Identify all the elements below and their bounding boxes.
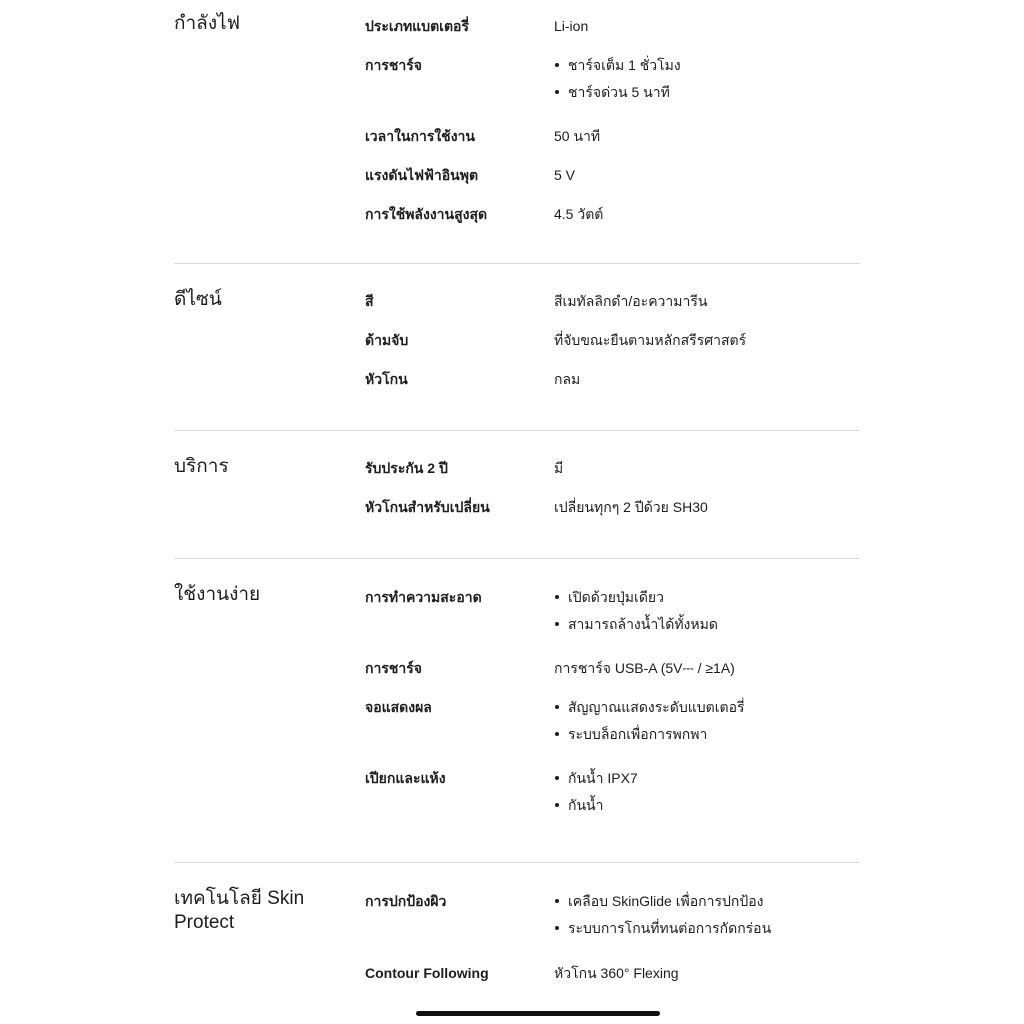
spec-value-handle: ที่จับขณะยืนตามหลักสรีรศาสตร์ xyxy=(554,332,747,348)
spec-label-wet-dry: เปียกและแห้ง xyxy=(365,770,446,786)
section-divider xyxy=(174,862,860,863)
spec-label-usage-time: เวลาในการใช้งาน xyxy=(365,128,475,144)
section-title-skin-protect: เทคโนโลยี Skin Protect xyxy=(174,888,305,933)
spec-label-max-power: การใช้พลังงานสูงสุด xyxy=(365,206,488,222)
spec-value-contour: หัวโกน 360° Flexing xyxy=(554,965,679,981)
bullet-list xyxy=(554,587,864,641)
spec-label-skin-protection: การปกป้องผิว xyxy=(365,893,447,909)
spec-label-color: สี xyxy=(365,293,374,309)
list-item: ชาร์จด่วน 5 นาที xyxy=(554,82,864,109)
spec-label-charging: การชาร์จ xyxy=(365,57,422,73)
list-item: เคลือบ SkinGlide เพื่อการปกป้อง xyxy=(554,891,864,918)
section-title-ease-of-use: ใช้งานง่าย xyxy=(174,584,261,605)
list-item: ระบบการโกนที่ทนต่อการกัดกร่อน xyxy=(554,918,864,945)
list-item: กันน้ำ xyxy=(554,795,864,822)
bullet-list xyxy=(554,891,864,945)
section-title-power: กำลังไฟ xyxy=(174,13,241,34)
spec-label-display: จอแสดงผล xyxy=(365,699,432,715)
spec-value-usage-time: 50 นาที xyxy=(554,128,601,144)
spec-value-display xyxy=(554,697,864,751)
list-item: สามารถล้างน้ำได้ทั้งหมด xyxy=(554,614,864,641)
section-title-design: ดีไซน์ xyxy=(174,289,222,310)
bullet-list xyxy=(554,697,864,751)
list-item: เปิดด้วยปุ่มเดียว xyxy=(554,587,864,614)
list-item: ระบบล็อกเพื่อการพกพา xyxy=(554,724,864,751)
spec-value-max-power: 4.5 วัตต์ xyxy=(554,206,604,222)
spec-label-warranty: รับประกัน 2 ปี xyxy=(365,460,448,476)
section-title-service: บริการ xyxy=(174,456,229,477)
spec-label-replacement-head: หัวโกนสำหรับเปลี่ยน xyxy=(365,499,490,515)
bullet-list xyxy=(554,55,864,109)
list-item: กันน้ำ IPX7 xyxy=(554,768,864,795)
spec-value-wet-dry xyxy=(554,768,864,822)
list-item: ชาร์จเต็ม 1 ชั่วโมง xyxy=(554,55,864,82)
spec-value-replacement-head: เปลี่ยนทุกๆ 2 ปีด้วย SH30 xyxy=(554,499,708,515)
spec-value-warranty: มี xyxy=(554,460,564,476)
spec-label-handle: ด้ามจับ xyxy=(365,332,409,348)
section-divider xyxy=(174,558,860,559)
list-item: สัญญาณแสดงระดับแบตเตอรี่ xyxy=(554,697,864,724)
section-divider xyxy=(174,430,860,431)
spec-value-battery-type: Li-ion xyxy=(554,18,589,34)
spec-label-battery-type: ประเภทแบตเตอรี่ xyxy=(365,18,469,34)
bullet-list xyxy=(554,768,864,822)
spec-label-input-voltage: แรงดันไฟฟ้าอินพุต xyxy=(365,167,479,183)
spec-label-cleaning: การทำความสะอาด xyxy=(365,589,482,605)
spec-value-head: กลม xyxy=(554,371,581,387)
spec-value-skin-protection xyxy=(554,891,864,945)
spec-label-contour: Contour Following xyxy=(365,965,489,981)
spec-value-cleaning xyxy=(554,587,864,641)
spec-value-usb-charging: การชาร์จ USB-A (5V⎓ / ≥1A) xyxy=(554,660,735,676)
spec-value-input-voltage: 5 V xyxy=(554,167,576,183)
spec-label-usb-charging: การชาร์จ xyxy=(365,660,422,676)
section-divider xyxy=(174,263,860,264)
spec-label-head: หัวโกน xyxy=(365,371,408,387)
spec-value-color: สีเมทัลลิกดำ/อะความารีน xyxy=(554,293,708,309)
home-indicator[interactable] xyxy=(416,1011,660,1016)
spec-value-charging xyxy=(554,55,864,109)
